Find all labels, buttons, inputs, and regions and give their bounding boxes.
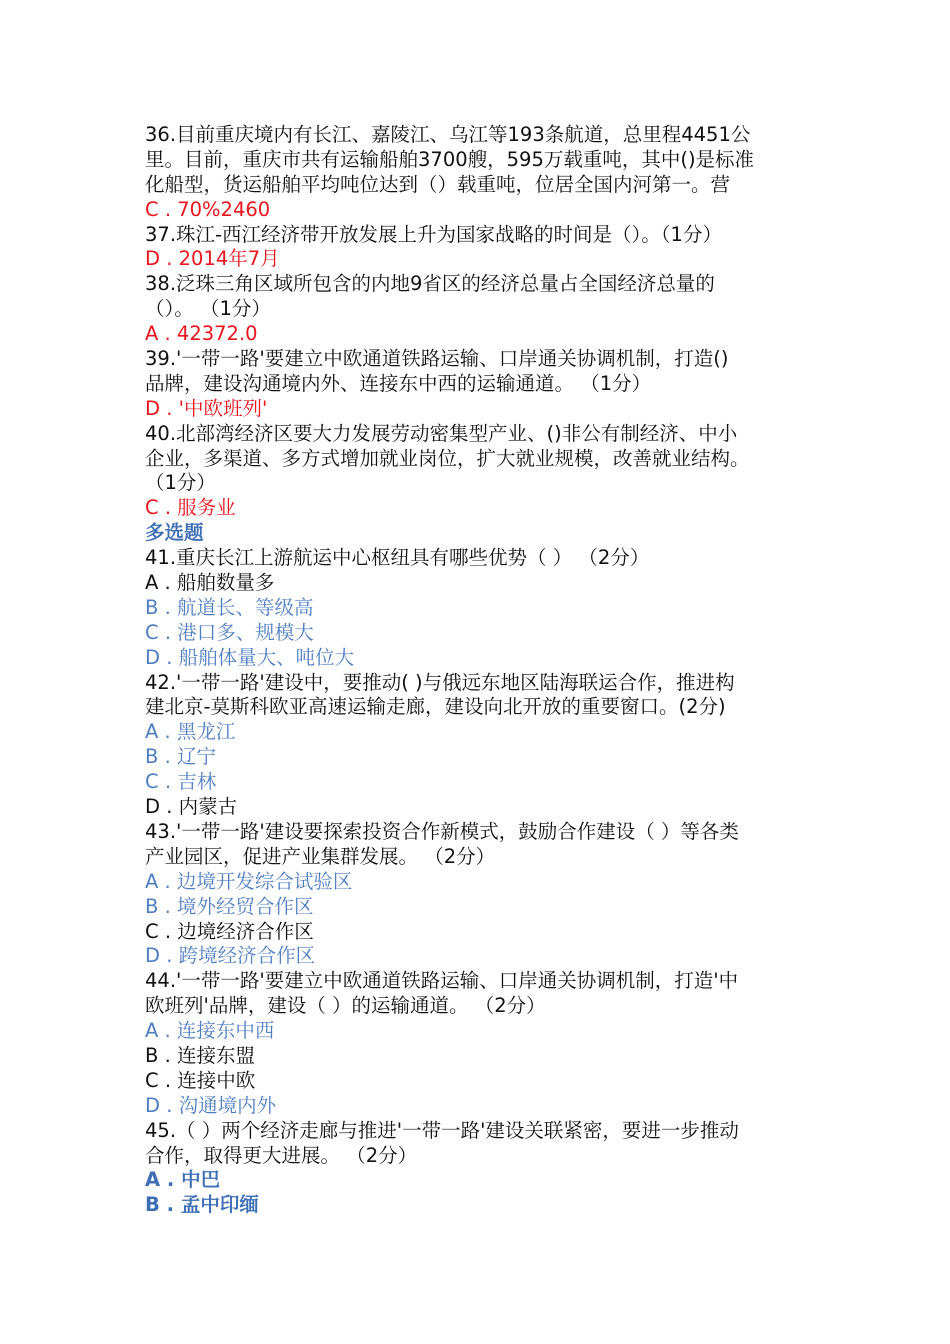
question-37-text: 37.珠江-西江经济带开放发展上升为国家战略的时间是（）。（1分） [145, 222, 722, 246]
question-45-option-b: B . 孟中印缅 [145, 1193, 259, 1217]
question-44-text: 欧班列'品牌，建设（ ）的运输通道。 （2分） [145, 994, 546, 1018]
question-41-option-c: C . 港口多、规模大 [145, 620, 314, 644]
question-39-text: 39.'一带一路'要建立中欧通道铁路运输、口岸通关协调机制，打造() [145, 347, 729, 371]
question-36-text: 化船型，货运船舶平均吨位达到（）载重吨，位居全国内河第一。营 [145, 172, 731, 196]
question-40-text: 40.北部湾经济区要大力发展劳动密集型产业、()非公有制经济、中小 [145, 421, 738, 445]
question-44-text: 44.'一带一路'要建立中欧通道铁路运输、口岸通关协调机制，打造'中 [145, 969, 739, 993]
question-42-option-c: C . 吉林 [145, 770, 217, 794]
question-42-text: 建北京-莫斯科欧亚高速运输走廊，建设向北开放的重要窗口。(2分) [145, 695, 726, 719]
question-44-option-b: B . 连接东盟 [145, 1043, 255, 1067]
question-42-option-a: A . 黑龙江 [145, 720, 236, 744]
question-39-text: 品牌，建设沟通境内外、连接东中西的运输通道。 （1分） [145, 371, 652, 395]
answer-37: D . 2014年7月 [145, 247, 280, 271]
question-45-option-a: A . 中巴 [145, 1168, 221, 1192]
question-41-option-a: A . 船舶数量多 [145, 571, 275, 595]
answer-38: A . 42372.0 [145, 322, 258, 346]
question-43-text: 产业园区，促进产业集群发展。 （2分） [145, 844, 496, 868]
question-42-text: 42.'一带一路'建设中，要推动( )与俄远东地区陆海联运合作，推进构 [145, 670, 735, 694]
question-43-text: 43.'一带一路'建设要探索投资合作新模式，鼓励合作建设（ ）等各类 [145, 819, 739, 843]
question-41-option-b: B . 航道长、等级高 [145, 595, 314, 619]
question-41-text: 41.重庆长江上游航运中心枢纽具有哪些优势（ ） （2分） [145, 546, 650, 570]
section-heading-multiple-choice: 多选题 [145, 521, 204, 545]
question-43-option-c: C . 边境经济合作区 [145, 919, 314, 943]
question-41-option-d: D . 船舶体量大、吨位大 [145, 645, 355, 669]
question-44-option-a: A . 连接东中西 [145, 1019, 275, 1043]
question-44-option-d: D . 沟通境内外 [145, 1093, 277, 1117]
question-43-option-d: D . 跨境经济合作区 [145, 944, 316, 968]
question-45-text: 合作，取得更大进展。 （2分） [145, 1143, 418, 1167]
answer-40: C . 服务业 [145, 496, 236, 520]
question-44-option-c: C . 连接中欧 [145, 1068, 256, 1092]
question-43-option-a: A . 边境开发综合试验区 [145, 869, 353, 893]
document-page [145, 123, 810, 1218]
question-38-text: （）。 （1分） [145, 297, 271, 321]
answer-36: C . 70%2460 [145, 197, 271, 221]
question-42-option-d: D . 内蒙古 [145, 795, 238, 819]
question-38-text: 38.泛珠三角区域所包含的内地9省区的经济总量占全国经济总量的 [145, 272, 715, 296]
answer-39: D . '中欧班列' [145, 396, 268, 420]
question-45-text: 45.（ ）两个经济走廊与推进'一带一路'建设关联紧密，要进一步推动 [145, 1118, 739, 1142]
question-43-option-b: B . 境外经贸合作区 [145, 894, 314, 918]
question-40-text: （1分） [145, 471, 216, 495]
question-40-text: 企业，多渠道、多方式增加就业岗位，扩大就业规模，改善就业结构。 [145, 446, 750, 470]
question-36-text: 36.目前重庆境内有长江、嘉陵江、乌江等193条航道，总里程4451公 [145, 123, 751, 146]
question-42-option-b: B . 辽宁 [145, 745, 216, 769]
question-36-text: 里。目前，重庆市共有运输船舶3700艘，595万载重吨，其中()是标准 [145, 147, 755, 171]
